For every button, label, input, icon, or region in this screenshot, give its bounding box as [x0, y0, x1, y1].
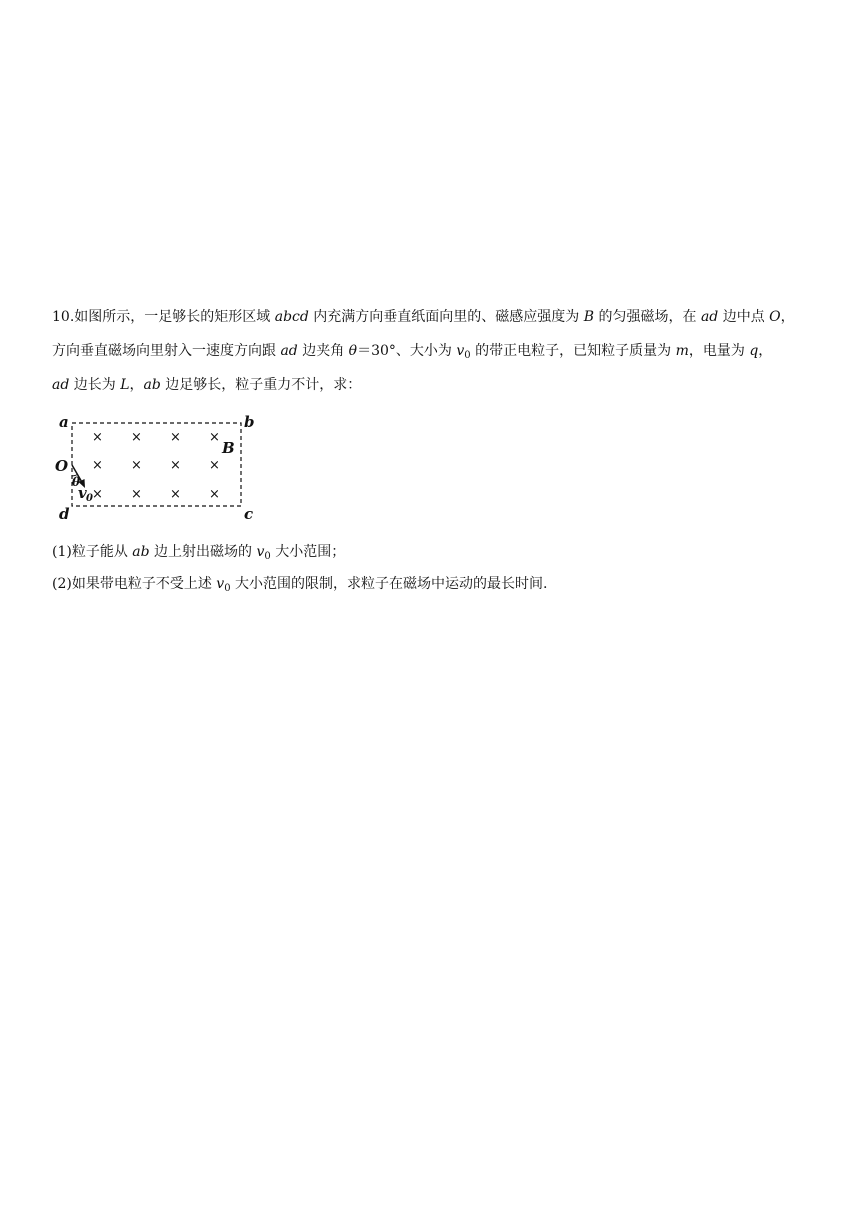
text: 大小范围；	[270, 544, 346, 560]
symbol-v: v	[456, 343, 465, 359]
label-v-subscript: 0	[86, 493, 93, 504]
text: 内充满方向垂直纸面向里的、磁感应强度为	[308, 309, 584, 325]
field-cross: ×	[131, 430, 142, 445]
field-cross: ×	[209, 458, 220, 473]
side-ab: ab	[143, 377, 161, 393]
text: 的带正电粒子，已知粒子质量为	[470, 343, 676, 359]
label-v: v	[78, 484, 87, 502]
symbol-theta: θ	[348, 343, 358, 359]
text: ，	[129, 377, 144, 393]
label-d: d	[59, 505, 70, 523]
symbol-v: v	[256, 544, 265, 560]
text: ＝30°、大小为	[357, 343, 457, 359]
field-cross: ×	[170, 458, 181, 473]
subscript-0: 0	[464, 350, 471, 361]
text: 方向垂直磁场向里射入一速度方向跟	[52, 343, 281, 359]
label-B: B	[222, 439, 235, 457]
text: 边中点	[718, 309, 770, 325]
label-a: a	[59, 413, 69, 431]
text: 10.如图所示，一足够长的矩形区域	[52, 309, 275, 325]
field-cross: ×	[170, 487, 181, 502]
text: 边长为	[69, 377, 121, 393]
text: ，	[780, 309, 795, 325]
questions	[52, 536, 812, 600]
label-O: O	[55, 457, 69, 475]
point-O: O	[769, 309, 781, 325]
symbol-v: v	[216, 576, 225, 592]
label-theta: θ	[72, 475, 81, 489]
subscript-0: 0	[264, 551, 271, 562]
symbol-m: m	[675, 343, 689, 359]
magnetic-field-figure	[52, 410, 272, 525]
question-2	[52, 568, 812, 600]
field-cross: ×	[170, 430, 181, 445]
label-b: b	[244, 413, 255, 431]
text: (1)粒子能从	[52, 544, 133, 560]
problem-statement	[52, 300, 812, 402]
text: 大小范围的限制，求粒子在磁场中运动的最长时间.	[230, 576, 548, 592]
symbol-L: L	[120, 377, 130, 393]
text: ，	[758, 343, 773, 359]
field-cross: ×	[209, 487, 220, 502]
field-cross: ×	[131, 487, 142, 502]
field-cross: ×	[92, 458, 103, 473]
field-cross: ×	[92, 430, 103, 445]
field-cross: ×	[92, 487, 103, 502]
question-1	[52, 536, 812, 568]
figure-svg	[52, 410, 272, 525]
region-abcd: abcd	[274, 309, 309, 325]
text: 边上射出磁场的	[149, 544, 257, 560]
side-ad: ad	[52, 377, 70, 393]
field-cross: ×	[131, 458, 142, 473]
text: 边足够长，粒子重力不计，求：	[160, 377, 362, 393]
side-ad: ad	[700, 309, 719, 325]
side-ad: ad	[280, 343, 298, 359]
side-ab: ab	[132, 544, 150, 560]
text: ，电量为	[688, 343, 750, 359]
text: 的匀强磁场，在	[594, 309, 701, 325]
problem-line-3	[52, 368, 812, 402]
text: 边夹角	[297, 343, 349, 359]
problem-line-2	[52, 334, 812, 368]
subscript-0: 0	[224, 583, 231, 594]
problem-line-1	[52, 300, 812, 334]
symbol-B: B	[583, 309, 595, 325]
symbol-q: q	[749, 343, 759, 359]
label-c: c	[244, 505, 254, 523]
text: (2)如果带电粒子不受上述	[52, 576, 217, 592]
field-cross: ×	[209, 430, 220, 445]
